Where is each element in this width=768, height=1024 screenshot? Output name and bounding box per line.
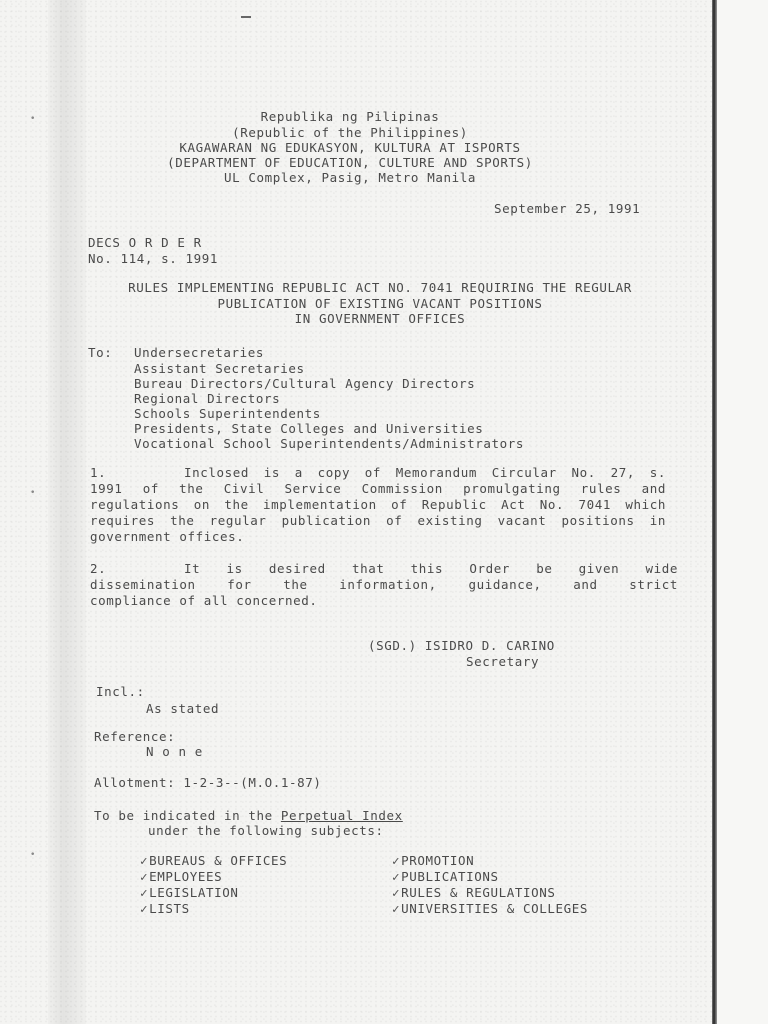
letterhead-line-5: UL Complex, Pasig, Metro Manila xyxy=(224,170,476,185)
check-mark-icon: ✓ xyxy=(392,885,401,900)
signatory-title: Secretary xyxy=(466,654,540,669)
staple-mark xyxy=(241,16,251,18)
subject-item xyxy=(392,901,588,917)
inclosure-value: As stated xyxy=(146,701,220,716)
inclosure-label: Incl.: xyxy=(96,684,145,699)
letterhead-line-4: (DEPARTMENT OF EDUCATION, CULTURE AND SPORTS) xyxy=(167,155,533,170)
index-line-2: under the following subjects: xyxy=(148,823,384,838)
check-mark-icon: ✓ xyxy=(140,901,149,916)
allotment-line: Allotment: 1-2-3--(M.O.1-87) xyxy=(94,775,322,790)
subject-item xyxy=(392,885,588,901)
paragraph-line: dissemination for the information, guidance, and strict xyxy=(90,577,678,592)
paragraph-1-body xyxy=(90,481,666,545)
subject-label: EMPLOYEES xyxy=(149,869,223,884)
paragraph-1-number: 1. xyxy=(90,465,107,480)
paragraph-line: It is desired that this Order be given wide xyxy=(184,561,678,576)
paragraph-line: Inclosed is a copy of Memorandum Circular No. 27, s. xyxy=(184,465,666,480)
subject-item xyxy=(392,869,588,885)
check-mark-icon: ✓ xyxy=(392,901,401,916)
paragraph-2-first-line xyxy=(184,561,678,577)
recipient-item: Regional Directors xyxy=(134,391,281,406)
order-label: DECS O R D E R xyxy=(88,235,202,250)
index-line-1 xyxy=(94,808,403,823)
recipient-item: Assistant Secretaries xyxy=(134,361,305,376)
subject-label: UNIVERSITIES & COLLEGES xyxy=(401,901,589,916)
subjects-left-column xyxy=(140,853,287,917)
check-mark-icon: ✓ xyxy=(140,853,149,868)
hole-mark: • xyxy=(30,114,36,124)
check-mark-icon: ✓ xyxy=(392,869,401,884)
subjects-right-column xyxy=(392,853,588,917)
paragraph-line: requires the regular publication of existing vacant positions in xyxy=(90,513,666,528)
recipient-item: Bureau Directors/Cultural Agency Directors xyxy=(134,376,476,391)
paragraph-2-number: 2. xyxy=(90,561,107,576)
to-label: To: xyxy=(88,345,113,360)
subject-item xyxy=(140,869,287,885)
perpetual-index-text: Perpetual Index xyxy=(280,808,403,823)
scan-background xyxy=(717,0,768,1024)
order-number: No. 114, s. 1991 xyxy=(88,251,219,266)
check-mark-icon: ✓ xyxy=(140,885,149,900)
subject-line-1: RULES IMPLEMENTING REPUBLIC ACT NO. 7041 REQUIRING THE REGULAR xyxy=(128,280,632,295)
order-date: September 25, 1991 xyxy=(494,201,641,216)
subject-line-2: PUBLICATION OF EXISTING VACANT POSITIONS xyxy=(217,296,543,311)
paragraph-line: 1991 of the Civil Service Commission promulgating rules and xyxy=(90,481,666,496)
subject-label: LEGISLATION xyxy=(149,885,239,900)
recipient-item: Vocational School Superintendents/Administrators xyxy=(134,436,525,451)
subject-item xyxy=(140,901,287,917)
subject-label: BUREAUS & OFFICES xyxy=(149,853,288,868)
index-prefix: To be indicated in the xyxy=(94,808,281,823)
paragraph-2-body xyxy=(90,577,678,609)
recipient-item: Undersecretaries xyxy=(134,345,265,360)
subject-label: RULES & REGULATIONS xyxy=(401,885,556,900)
paragraph-line: regulations on the implementation of Republic Act No. 7041 which xyxy=(90,497,666,512)
hole-mark: • xyxy=(30,488,36,498)
signatory-name: (SGD.) ISIDRO D. CARINO xyxy=(368,638,555,653)
paragraph-line: government offices. xyxy=(90,529,245,544)
check-mark-icon: ✓ xyxy=(140,869,149,884)
subject-label: PROMOTION xyxy=(401,853,475,868)
recipient-item: Presidents, State Colleges and Universities xyxy=(134,421,484,436)
subject-item xyxy=(140,853,287,869)
paragraph-1-first-line xyxy=(184,465,666,481)
subject-item xyxy=(392,853,588,869)
check-mark-icon: ✓ xyxy=(392,853,401,868)
subject-item xyxy=(140,885,287,901)
recipient-item: Schools Superintendents xyxy=(134,406,321,421)
letterhead-line-2: (Republic of the Philippines) xyxy=(232,125,468,140)
letterhead-line-3: KAGAWARAN NG EDUKASYON, KULTURA AT ISPORTS xyxy=(179,140,521,155)
subject-label: PUBLICATIONS xyxy=(401,869,499,884)
paragraph-line: compliance of all concerned. xyxy=(90,593,318,608)
hole-mark: • xyxy=(30,850,36,860)
reference-value: N o n e xyxy=(146,744,203,759)
binding-shadow xyxy=(48,0,86,1024)
letterhead-line-1: Republika ng Pilipinas xyxy=(260,109,440,124)
subject-label: LISTS xyxy=(149,901,190,916)
subject-line-3: IN GOVERNMENT OFFICES xyxy=(294,311,466,326)
reference-label: Reference: xyxy=(94,729,176,744)
